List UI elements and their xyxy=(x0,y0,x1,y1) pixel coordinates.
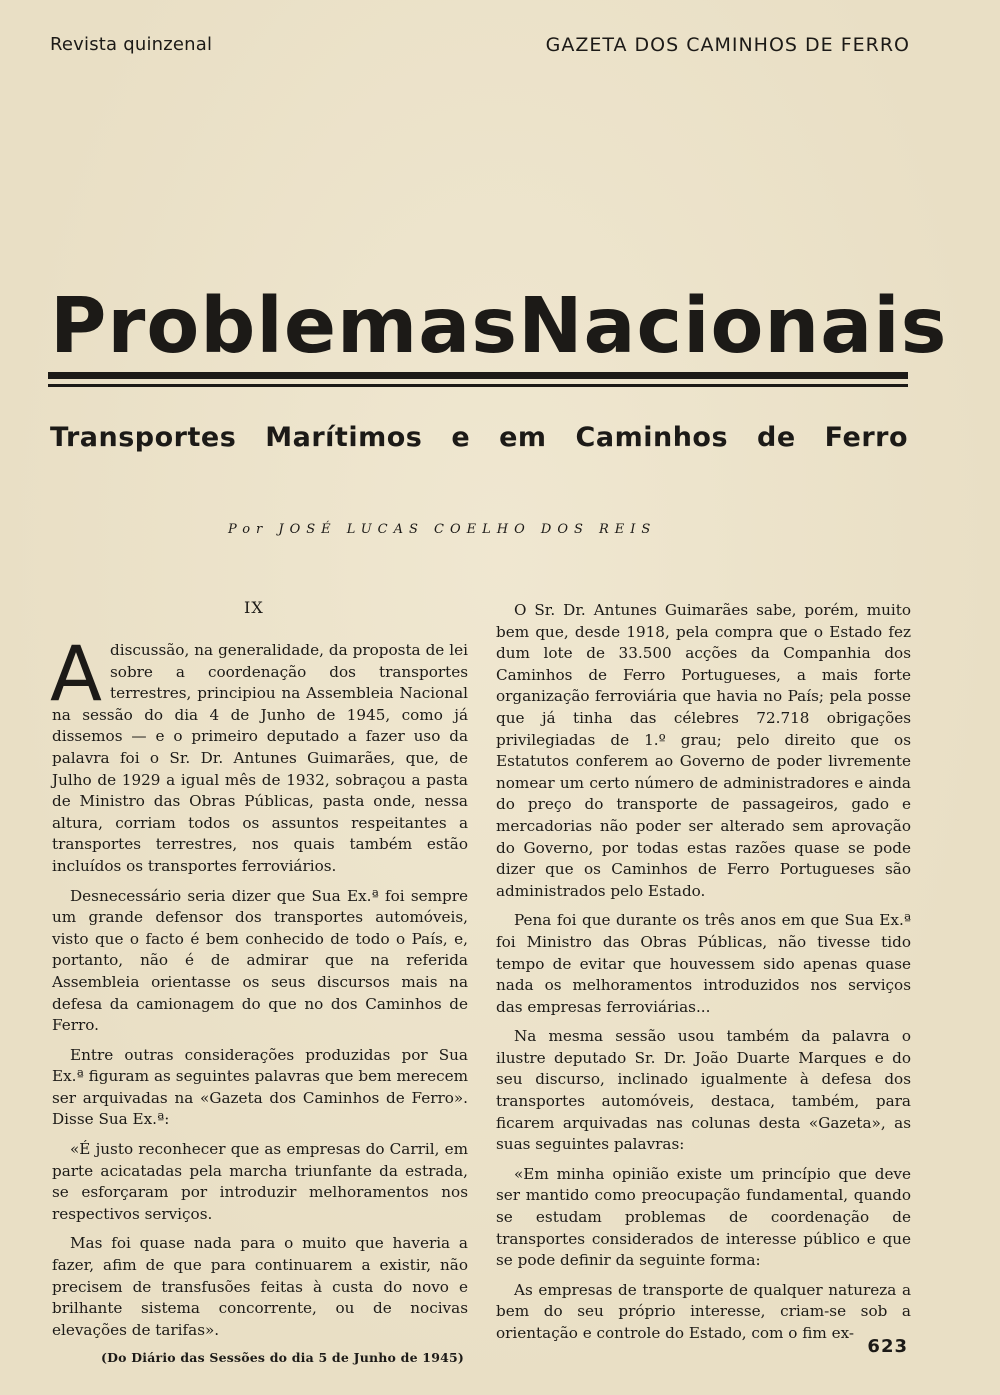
paragraph xyxy=(50,629,468,878)
article-subtitle xyxy=(50,422,908,453)
article-title xyxy=(50,282,948,372)
title-rule-thin xyxy=(48,384,908,387)
paragraph: «É justo reconhecer que as empresas do Carril, em parte acicatadas pela marcha triunfante da estrada, se esforçaram por introduzir melhoramentos nos respectivos serviços. xyxy=(52,1140,468,1223)
paragraph: Mas foi quase nada para o muito que haveria a fazer, afim de que para continuarem a existir, não precisem de transfusões feitas à custa do novo e brilhante sistema concorrente, ou de nocivas elevações de tarifas». xyxy=(52,1234,468,1339)
paragraph: «Em minha opinião existe um princípio que deve ser mantido como preocupação fundamental, quando se estudam problemas de coordenação de transportes considerados de interesse público e que se pode definir da seguinte forma: xyxy=(496,1164,911,1270)
right-column xyxy=(496,600,911,1353)
drop-cap: A xyxy=(50,629,102,718)
title-word-1: Problemas xyxy=(50,282,519,371)
paragraph-text: discussão, na generalidade, da proposta de lei sobre a coordenação dos transportes terrestres, principiou na Assembleia Nacional na sessão do dia 4 de Junho de 1945, como já dissemos — e o primeiro deputado a fazer uso da palavra foi o Sr. Dr. Antunes Guimarães, que, de Julho de 1929 a igual mês de 1932, sobraçou a pasta de Ministro das Obras Públicas, pasta onde, nessa altura, corriam todos os assuntos respeitantes a transportes terrestres, nos quais também estão incluídos os transportes ferroviários. xyxy=(52,641,468,875)
subtitle-word: Transportes xyxy=(50,422,237,453)
source-citation: (Do Diário das Sessões do dia 5 de Junho de 1945) xyxy=(101,1350,464,1366)
paragraph: Entre outras considerações produzidas por Sua Ex.ª figuram as seguintes palavras que bem merecem ser arquivadas na «Gazeta dos Caminhos de Ferro». Disse Sua Ex.ª: xyxy=(52,1045,468,1129)
header-publication-name: GAZETA DOS CAMINHOS DE FERRO xyxy=(545,34,910,56)
paragraph: Pena foi que durante os três anos em que Sua Ex.ª foi Ministro das Obras Públicas, não tivesse tido tempo de evitar que houvessem sido apenas quase nada os melhoramentos introduzidos nos serviços das empresas ferroviárias... xyxy=(496,911,911,1016)
page-number: 623 xyxy=(867,1336,908,1357)
subtitle-word: Caminhos xyxy=(575,422,729,453)
title-word-2: Nacionais xyxy=(518,282,948,371)
paragraph: Na mesma sessão usou também da palavra o ilustre deputado Sr. Dr. João Duarte Marques e do seu discurso, inclinado igualmente à defesa dos transportes automóveis, destaca, também, para ficarem arquivadas nas colunas desta «Gazeta», as suas seguintes palavras: xyxy=(496,1027,911,1154)
subtitle-word: e xyxy=(451,422,471,453)
header-periodicity: Revista quinzenal xyxy=(50,34,213,55)
left-column xyxy=(50,629,468,1369)
author-byline: Por JOSÉ LUCAS COELHO DOS REIS xyxy=(228,522,657,537)
subtitle-word: Ferro xyxy=(824,422,908,453)
subtitle-word: em xyxy=(499,422,547,453)
subtitle-word: de xyxy=(757,422,796,453)
paragraph: As empresas de transporte de qualquer natureza a bem do seu próprio interesse, criam-se sob a orientação e controle do Estado, com o fim ex- xyxy=(496,1280,911,1342)
section-numeral: IX xyxy=(244,598,264,617)
subtitle-word: Marítimos xyxy=(265,422,423,453)
title-rule-thick xyxy=(48,372,908,379)
paragraph: Desnecessário seria dizer que Sua Ex.ª foi sempre um grande defensor dos transportes automóveis, visto que o facto é bem conhecido de todo o País, e, portanto, não é de admirar que na referida Assembleia orientasse os seus discursos mais na defesa da camionagem do que no dos Caminhos de Ferro. xyxy=(52,886,468,1035)
paragraph: O Sr. Dr. Antunes Guimarães sabe, porém, muito bem que, desde 1918, pela compra que o Estado fez dum lote de 33.500 acções da Companhia dos Caminhos de Ferro Portugueses, a mais forte organização ferroviária que havia no País; pela posse que já tinha das célebres 72.718 obrigações privilegiadas de 1.º grau; pelo direito que os Estatutos conferem ao Governo de poder livremente nomear um certo número de administradores e ainda do preço do transporte de passageiros, gado e mercadorias não poder ser alterado sem aprovação do Governo, por todas estas razões quase se pode dizer que os Caminhos de Ferro Portugueses são administrados pelo Estado. xyxy=(496,601,911,900)
